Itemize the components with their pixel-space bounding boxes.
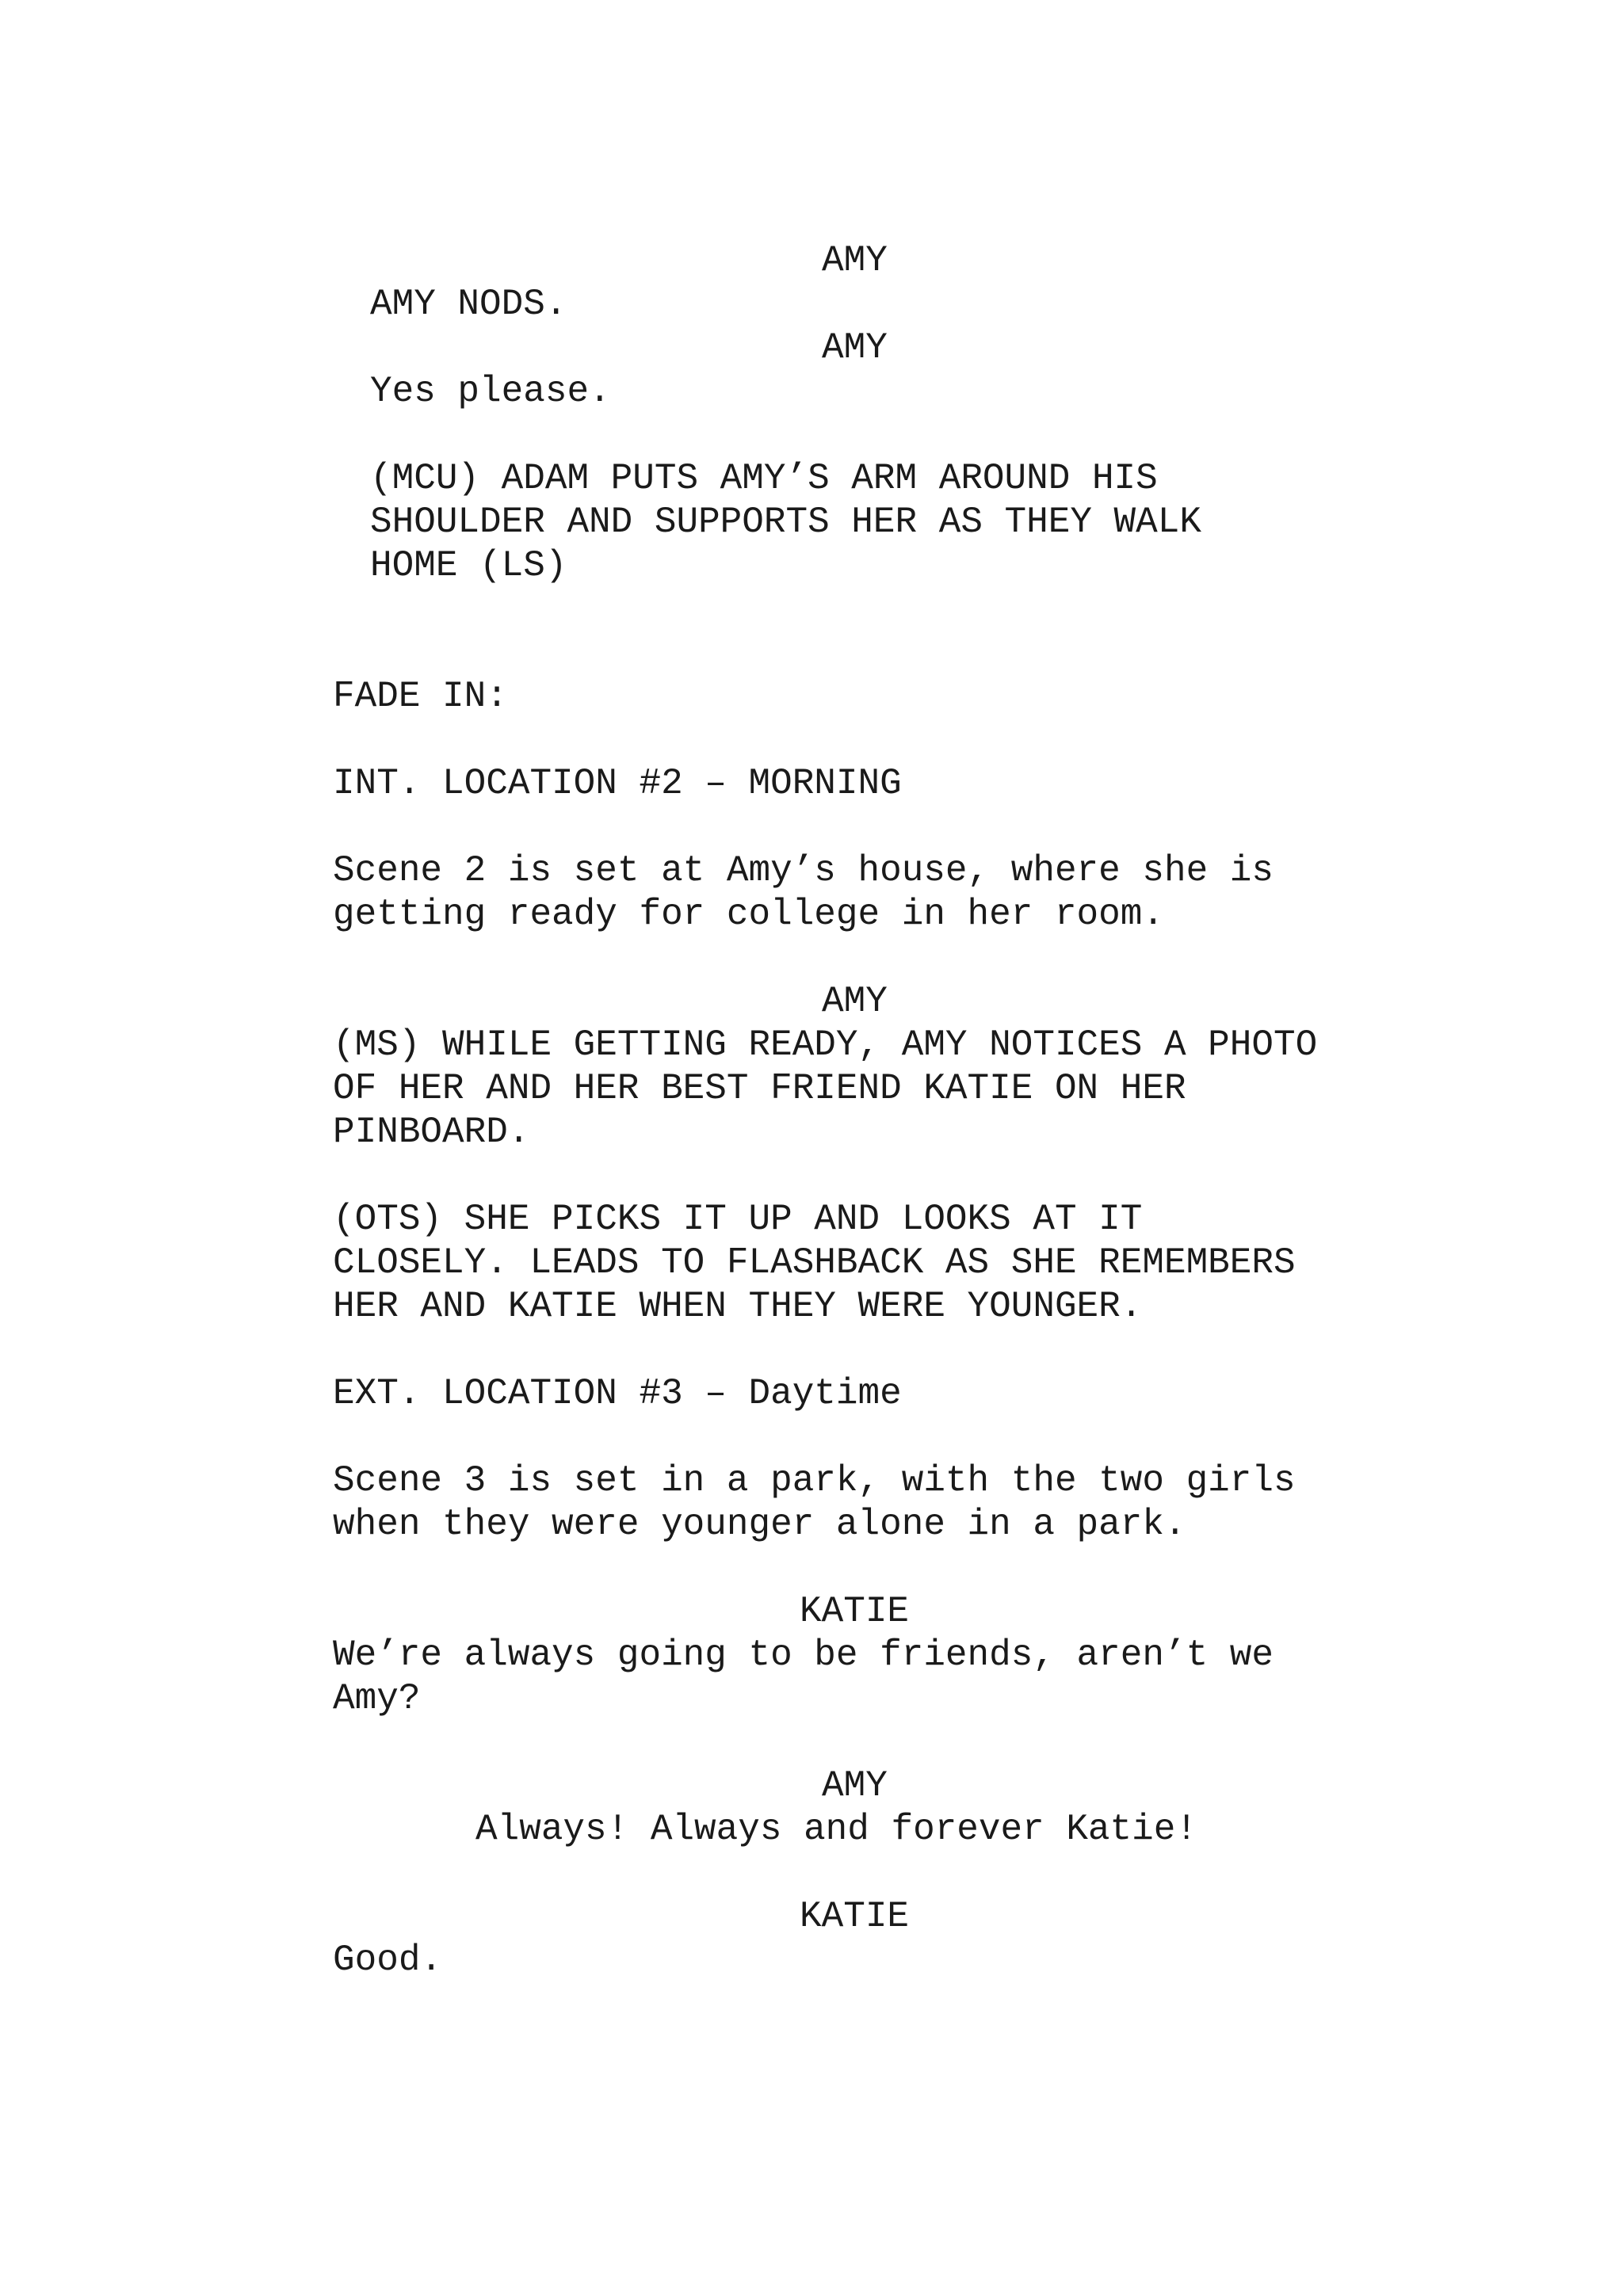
character-cue-amy: AMY [822, 1765, 888, 1806]
character-cue-amy: AMY [822, 240, 888, 281]
scene-description-line: Scene 2 is set at Amy’s house, where she is [333, 850, 1274, 891]
dialogue-line: Amy? [333, 1678, 421, 1719]
character-cue-katie: KATIE [800, 1591, 910, 1632]
action-line: SHOULDER AND SUPPORTS HER AS THEY WALK [370, 502, 1201, 543]
action-line: CLOSELY. LEADS TO FLASHBACK AS SHE REMEMBERS [333, 1242, 1296, 1283]
scene-heading: EXT. LOCATION #3 – Daytime [333, 1373, 902, 1414]
scene-description-line: getting ready for college in her room. [333, 894, 1164, 935]
action-line: HOME (LS) [370, 545, 567, 586]
dialogue-line: We’re always going to be friends, aren’t we [333, 1634, 1274, 1676]
action-line: HER AND KATIE WHEN THEY WERE YOUNGER. [333, 1286, 1143, 1327]
action-line: (MS) WHILE GETTING READY, AMY NOTICES A PHOTO [333, 1024, 1318, 1066]
transition-fade-in: FADE IN: [333, 676, 508, 717]
character-cue-amy: AMY [822, 327, 888, 368]
action-line: AMY NODS. [370, 284, 567, 325]
dialogue-line: Yes please. [370, 371, 611, 412]
character-cue-amy: AMY [822, 981, 888, 1022]
scene-heading: INT. LOCATION #2 – MORNING [333, 763, 902, 804]
action-line: PINBOARD. [333, 1112, 530, 1153]
dialogue-line: Always! Always and forever Katie! [475, 1809, 1197, 1850]
action-line: (OTS) SHE PICKS IT UP AND LOOKS AT IT [333, 1199, 1143, 1240]
character-cue-katie: KATIE [800, 1896, 910, 1937]
dialogue-line: Good. [333, 1939, 443, 1981]
scene-description-line: when they were younger alone in a park. [333, 1504, 1186, 1545]
action-line: (MCU) ADAM PUTS AMY’S ARM AROUND HIS [370, 458, 1158, 499]
scene-description-line: Scene 3 is set in a park, with the two girls [333, 1460, 1296, 1501]
action-line: OF HER AND HER BEST FRIEND KATIE ON HER [333, 1068, 1186, 1109]
